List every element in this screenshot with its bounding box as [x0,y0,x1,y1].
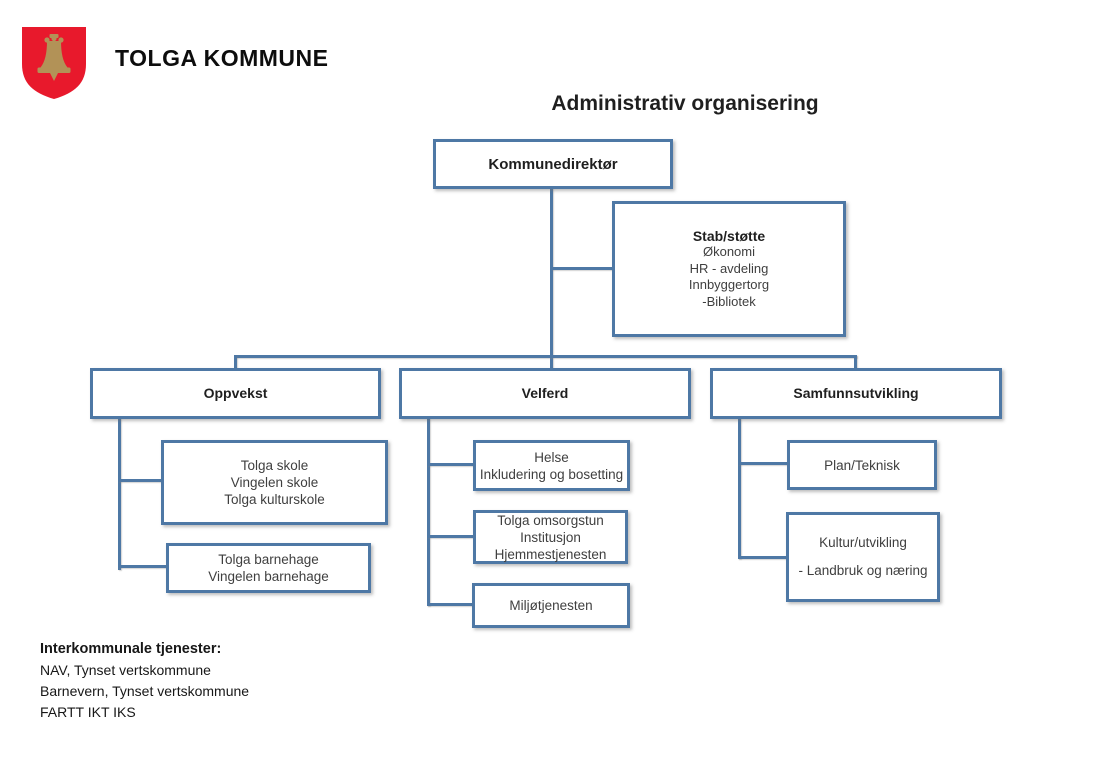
intermunicipal-service-line: NAV, Tynset vertskommune [40,662,211,678]
node-line: Økonomi [702,244,756,260]
node-stab-stotte [612,201,846,337]
chart-title: Administrativ organisering [551,92,819,115]
connector-root-down [550,188,553,368]
node-line: Tolga skole [240,458,309,473]
node-line: Vingelen skole [230,475,319,490]
connector-branches-horizontal [234,355,857,358]
node-line: Institusjon [520,529,581,545]
intermunicipal-service-line: FARTT IKT IKS [40,704,136,720]
org-name: TOLGA KOMMUNE [115,45,329,71]
node-kultur-utvikling [786,512,940,602]
node-line: Helse [534,449,569,465]
connector-samfunnsutvikling-down [738,418,741,559]
connector-omsorgstun-stub [427,535,473,538]
node-miljotjenesten [472,583,630,628]
node-velferd [399,368,691,419]
node-oppvekst [90,368,381,419]
node-line: Innbyggertorg [688,277,770,293]
node-plan-teknisk [787,440,937,490]
node-skoler [161,440,388,525]
connector-plan-teknisk-stub [738,462,787,465]
node-line: Tolga kulturskole [224,492,325,507]
node-line: Plan/Teknisk [824,457,900,473]
node-line: Tolga omsorgstun [497,512,604,528]
node-samfunnsutvikling [710,368,1002,419]
node-line: Tolga barnehage [218,552,319,567]
node-label: Kommunedirektør [488,155,618,173]
connector-oppvekst-down [118,418,121,570]
connector-staff-stub [551,267,612,270]
node-label: Velferd [521,385,569,401]
node-line: Kultur/utvikling [819,535,907,550]
node-line: Miljøtjenesten [509,598,593,613]
connector-helse-stub [427,463,473,466]
intermunicipal-services-title: Interkommunale tjenester: [40,641,222,657]
connector-oppvekst-stub [234,355,237,369]
node-omsorgstun [473,510,628,564]
node-label: Oppvekst [203,385,268,401]
node-kommunedirektor [433,139,673,189]
node-line: HR - avdeling [689,260,769,276]
node-line: Vingelen barnehage [208,569,329,584]
intermunicipal-services [40,639,249,723]
connector-samfunnsutvikling-stub [854,355,857,369]
connector-kultur-utvikling-stub [738,556,786,559]
node-helse [473,440,630,491]
connector-skole-stub [118,479,161,482]
tolga-coat-of-arms-logo [18,24,90,102]
node-line: - Landbruk og næring [798,563,928,578]
node-label: Samfunnsutvikling [793,385,919,401]
connector-barnehage-stub [118,565,166,568]
node-title: Stab/støtte [692,227,766,244]
connector-velferd-down [427,418,430,606]
node-barnehager [166,543,371,593]
node-line: -Bibliotek [702,293,756,309]
intermunicipal-service-line: Barnevern, Tynset vertskommune [40,683,250,699]
node-line: Hjemmestjenesten [494,546,607,562]
connector-miljotjenesten-stub [427,603,472,606]
node-line: Inkludering og bosetting [479,466,624,482]
